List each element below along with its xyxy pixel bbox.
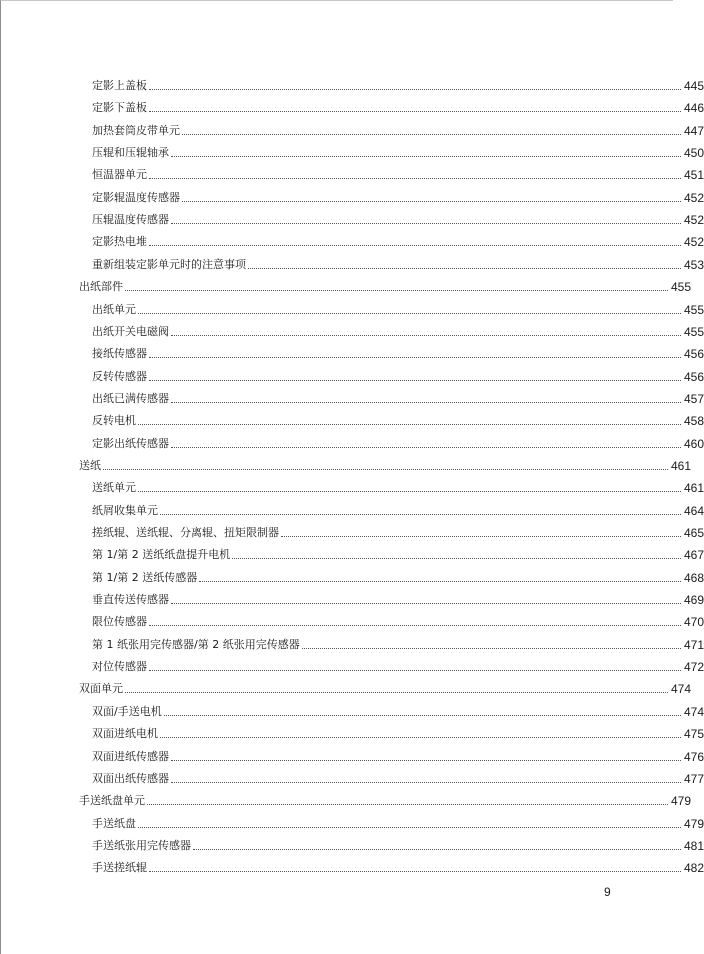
toc-entry-page: 450 [683,146,704,161]
toc-entry-page: 474 [683,704,704,719]
toc-entry-page: 461 [683,481,704,496]
dot-leader [171,447,681,448]
toc-entry[interactable] [0,589,704,607]
dot-leader [138,313,681,314]
toc-entry-title: 出纸已满传感器 [92,391,169,405]
toc-entry-title: 手送纸张用完传感器 [92,838,191,852]
toc-entry-title: 对位传感器 [92,660,147,674]
toc-entry[interactable] [0,500,704,518]
toc-entry-page: 476 [683,749,704,764]
dot-leader [171,223,681,224]
toc-entry[interactable] [0,857,704,875]
toc-entry-page: 467 [683,548,704,563]
toc-section-entry[interactable] [0,276,691,294]
toc-entry-page: 474 [670,682,691,697]
dot-leader [171,156,681,157]
toc-entry-title: 定影出纸传感器 [92,436,169,450]
toc-entry-page: 456 [683,347,704,362]
toc-entry-title: 双面进纸电机 [92,727,158,741]
toc-entry-title: 搓纸辊、送纸辊、分离辊、扭矩限制器 [92,526,279,539]
toc-entry[interactable] [0,433,704,451]
toc-entry-page: 481 [683,838,704,853]
toc-entry-title: 垂直传送传感器 [92,593,169,607]
toc-entry-title: 送纸单元 [92,481,136,495]
toc-entry-title: 定影辊温度传感器 [92,190,180,204]
dot-leader [232,558,681,559]
toc-entry[interactable] [0,254,704,272]
toc-entry-title: 定影热电堆 [92,235,147,249]
toc-entry-page: 465 [683,526,704,540]
toc-entry-title: 反转传感器 [92,369,147,383]
toc-entry-page: 455 [670,280,691,295]
dot-leader [149,111,681,112]
toc-section-entry[interactable] [0,455,691,473]
toc-entry-title: 第 1/第 2 送纸纸盘提升电机 [92,548,231,562]
dot-leader [149,89,681,90]
toc-entry-title: 定影上盖板 [92,79,147,92]
dot-leader [281,536,681,537]
dot-leader [138,827,681,828]
toc-entry[interactable] [0,477,704,495]
toc-entry-title: 双面出纸传感器 [92,771,169,785]
toc-entry-page: 477 [683,771,704,786]
dot-leader [149,670,681,671]
dot-leader [171,603,681,604]
toc-entry[interactable] [0,768,704,786]
toc-entry-title: 手送纸盘单元 [79,794,145,808]
toc-entry-title: 双面/手送电机 [92,704,162,718]
toc-entry-page: 453 [683,257,704,272]
toc-entry-title: 接纸传感器 [92,347,147,361]
toc-entry-title: 重新组装定影单元时的注意事项 [92,257,246,271]
toc-entry-page: 456 [683,369,704,384]
toc-entry-title: 压辊温度传感器 [92,213,169,227]
toc-entry-title: 恒温器单元 [92,168,147,182]
toc-entry[interactable] [0,813,704,831]
dot-leader [171,335,681,336]
toc-entry[interactable] [0,187,704,205]
dot-leader [193,849,681,850]
dot-leader [160,737,681,738]
dot-leader [138,491,681,492]
toc-entry-title: 双面进纸传感器 [92,749,169,763]
dot-leader [103,469,668,470]
toc-entry-page: 461 [670,458,691,473]
toc-section-entry[interactable] [0,678,691,696]
toc-entry-title: 纸屑收集单元 [92,503,158,517]
toc-entry-page: 471 [683,637,704,652]
toc-entry-title: 出纸部件 [79,280,123,294]
toc-entry-title: 定影下盖板 [92,101,147,115]
dot-leader [149,380,681,381]
toc-entry-title: 限位传感器 [92,615,147,629]
toc-entry[interactable] [0,567,704,585]
toc-entry-title: 反转电机 [92,414,136,428]
toc-entry[interactable] [0,835,704,853]
toc-entry-page: 452 [683,235,704,250]
toc-entry[interactable] [0,410,704,428]
dot-leader [125,290,668,291]
dot-leader [182,134,681,135]
dot-leader [149,245,681,246]
toc-entry[interactable] [0,97,704,115]
toc-entry-title: 出纸开关电磁阀 [92,324,169,338]
toc-entry[interactable] [0,634,704,652]
toc-entry[interactable] [0,611,704,629]
toc-entry-page: 445 [683,79,704,93]
toc-entry-page: 470 [683,615,704,630]
toc-entry[interactable] [0,120,704,138]
toc-entry-page: 447 [683,123,704,138]
dot-leader [149,871,681,872]
toc-entry-page: 455 [683,324,704,339]
dot-leader [149,178,681,179]
toc-entry-page: 452 [683,213,704,228]
dot-leader [302,648,681,649]
toc-entry-page: 469 [683,593,704,608]
toc-entry-title: 压辊和压辊轴承 [92,146,169,160]
toc-entry-page: 475 [683,727,704,742]
toc-entry-page: 458 [683,414,704,429]
toc-entry-page: 479 [670,794,691,809]
dot-leader [182,201,681,202]
toc-entry-page: 451 [683,168,704,183]
toc-entry-title: 手送纸盘 [92,816,136,830]
dot-leader [164,715,681,716]
toc-entry[interactable] [0,142,704,160]
toc-entry[interactable] [0,209,704,227]
dot-leader [138,424,681,425]
toc-section-entry[interactable] [0,790,691,808]
toc-entry[interactable] [0,723,704,741]
toc-entry-title: 出纸单元 [92,302,136,316]
dot-leader [248,268,681,269]
toc-entry[interactable] [0,231,704,249]
toc-entry-page: 472 [683,660,704,675]
page-number: 9 [604,885,611,899]
toc-entry-page: 457 [683,391,704,406]
dot-leader [171,760,681,761]
toc-entry[interactable] [0,656,704,674]
toc-entry[interactable] [0,321,704,339]
toc-entry[interactable] [0,701,704,719]
toc-entry-title: 第 1 纸张用完传感器/第 2 纸张用完传感器 [92,637,300,651]
toc-entry[interactable] [0,388,704,406]
toc-entry[interactable] [0,343,704,361]
toc-entry[interactable] [0,299,704,317]
toc-entry[interactable] [0,75,704,93]
toc-entry-page: 482 [683,861,704,876]
toc-entry-page: 468 [683,570,704,585]
dot-leader [147,804,668,805]
toc-entry-page: 452 [683,190,704,205]
dot-leader [171,402,681,403]
dot-leader [199,581,681,582]
dot-leader [160,514,681,515]
dot-leader [125,692,668,693]
toc-entry-page: 455 [683,302,704,317]
toc-entry-page: 460 [683,436,704,451]
toc-entry-page: 446 [683,101,704,116]
toc-entry-page: 479 [683,816,704,831]
dot-leader [171,782,681,783]
dot-leader [149,625,681,626]
toc-entry[interactable] [0,746,704,764]
toc-entry[interactable] [0,164,704,182]
toc-entry-title: 第 1/第 2 送纸传感器 [92,570,198,584]
dot-leader [149,357,681,358]
toc-entry[interactable] [0,366,704,384]
toc-entry[interactable] [0,522,704,540]
toc-entry-title: 手送搓纸辊 [92,861,147,875]
toc-entry[interactable] [0,544,704,562]
toc-entry-title: 双面单元 [79,682,123,696]
toc-entry-title: 送纸 [79,458,101,472]
toc-entry-title: 加热套筒皮带单元 [92,123,180,137]
toc-entry-page: 464 [683,503,704,518]
